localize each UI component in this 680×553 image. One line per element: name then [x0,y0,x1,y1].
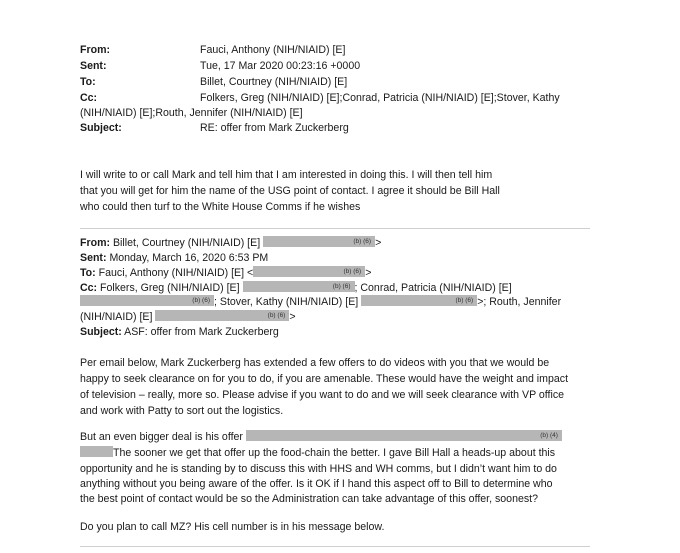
quoted-cc-label: Cc: [80,282,98,294]
sent-label: Sent: [80,60,107,72]
quoted-cc-cont [80,295,561,309]
quoted-sent [80,251,268,265]
body-p3: Do you plan to call MZ? His cell number is in his message below. [80,521,385,533]
gt-text: > [365,267,372,279]
from-value: Fauci, Anthony (NIH/NIAID) [E] [200,44,346,56]
subject-label: Subject: [80,122,122,134]
sent-value: Tue, 17 Mar 2020 00:23:16 +0000 [200,60,361,72]
body-p2-text: The sooner we get that offer up the food-chain the better. I gave Bill Hall a heads-up about this [113,447,556,459]
gt-text: > [375,237,382,249]
body-p2-text: But an even bigger deal is his offer [80,431,243,443]
body-p2-line5: the best point of contact would be so the Administration can take advantage of this offer, soonest? [80,493,538,505]
redaction-box [155,310,289,321]
quoted-sent-label: Sent: [80,252,107,264]
quoted-cc-d: >; Routh, Jennifer [477,296,562,308]
redaction-box [263,236,375,247]
redaction-code: (b) (6) [192,297,210,304]
quoted-subject-value: ASF: offer from Mark Zuckerberg [124,326,279,338]
quoted-to-value: Fauci, Anthony (NIH/NIAID) [E] < [98,267,254,279]
quoted-subject [80,325,279,339]
cc-value-line1: Folkers, Greg (NIH/NIAID) [E];Conrad, Patricia (NIH/NIAID) [E];Stover, Kathy [200,92,560,104]
quoted-from-label: From: [80,237,111,249]
quoted-cc-e: (NIH/NIAID) [E] [80,311,153,323]
body-p2-line1 [80,430,562,444]
quoted-cc-b: ; Conrad, Patricia (NIH/NIAID) [E] [354,282,512,294]
redaction-box [246,430,562,441]
subject-value: RE: offer from Mark Zuckerberg [200,122,349,134]
quoted-subject-label: Subject: [80,326,122,338]
quoted-cc-end [80,310,296,324]
quoted-cc [80,281,512,295]
body-p1-line4: and work with Patty to sort out the logistics. [80,405,284,417]
redaction-box [253,266,365,277]
cc-value-line2: (NIH/NIAID) [E];Routh, Jennifer (NIH/NIAID) [E] [80,107,303,119]
reply-line-2: that you will get for him the name of the USG point of contact. I agree it should be Bill Hall [80,185,500,197]
redaction-box [243,281,355,292]
quoted-cc-c: ; Stover, Kathy (NIH/NIAID) [E] [214,296,359,308]
redaction-box [80,295,214,306]
body-p1-line3: of television – really, more so. Please advise if you want to do and we will seek clearance with VP office [80,389,565,401]
redaction-box [361,295,477,306]
bottom-divider [80,546,590,547]
redaction-code: (b) (6) [343,268,362,275]
redaction-code: (b) (6) [267,312,286,319]
redaction-code: (b) (6) [353,238,372,245]
quoted-from [80,236,381,250]
cc-label: Cc: [80,92,98,104]
to-value: Billet, Courtney (NIH/NIAID) [E] [200,76,348,88]
body-p1-line2: happy to seek clearance on for you to do, if you are amenable. These would have the weight and impact [80,373,569,385]
from-label: From: [80,44,111,56]
gt-text: > [289,311,296,323]
quote-divider [80,228,590,229]
reply-line-1: I will write to or call Mark and tell him that I am interested in doing this. I will then tell him [80,169,493,181]
to-label: To: [80,76,96,88]
quoted-from-value: Billet, Courtney (NIH/NIAID) [E] [112,237,261,249]
redaction-code: (b) (4) [540,432,558,439]
body-p1-line1: Per email below, Mark Zuckerberg has extended a few offers to do videos with you that we would be [80,357,550,369]
reply-line-3: who could then turf to the White House Comms if he wishes [80,201,361,213]
quoted-to-label: To: [80,267,96,279]
quoted-sent-value: Monday, March 16, 2020 6:53 PM [109,252,269,264]
redaction-box [80,446,113,457]
redaction-code: (b) (6) [332,283,351,290]
redaction-code: (b) (6) [455,297,474,304]
quoted-cc-a: Folkers, Greg (NIH/NIAID) [E] [100,282,240,294]
body-p2-line2 [80,446,555,460]
quoted-to [80,266,371,280]
body-p2-line3: opportunity and he is standing by to discuss this with HHS and WH comms, but I didn’t want him to do [80,463,557,475]
body-p2-line4: anything without you being aware of the offer. Is it OK if I hand this aspect off to Bill to determine who [80,478,553,490]
